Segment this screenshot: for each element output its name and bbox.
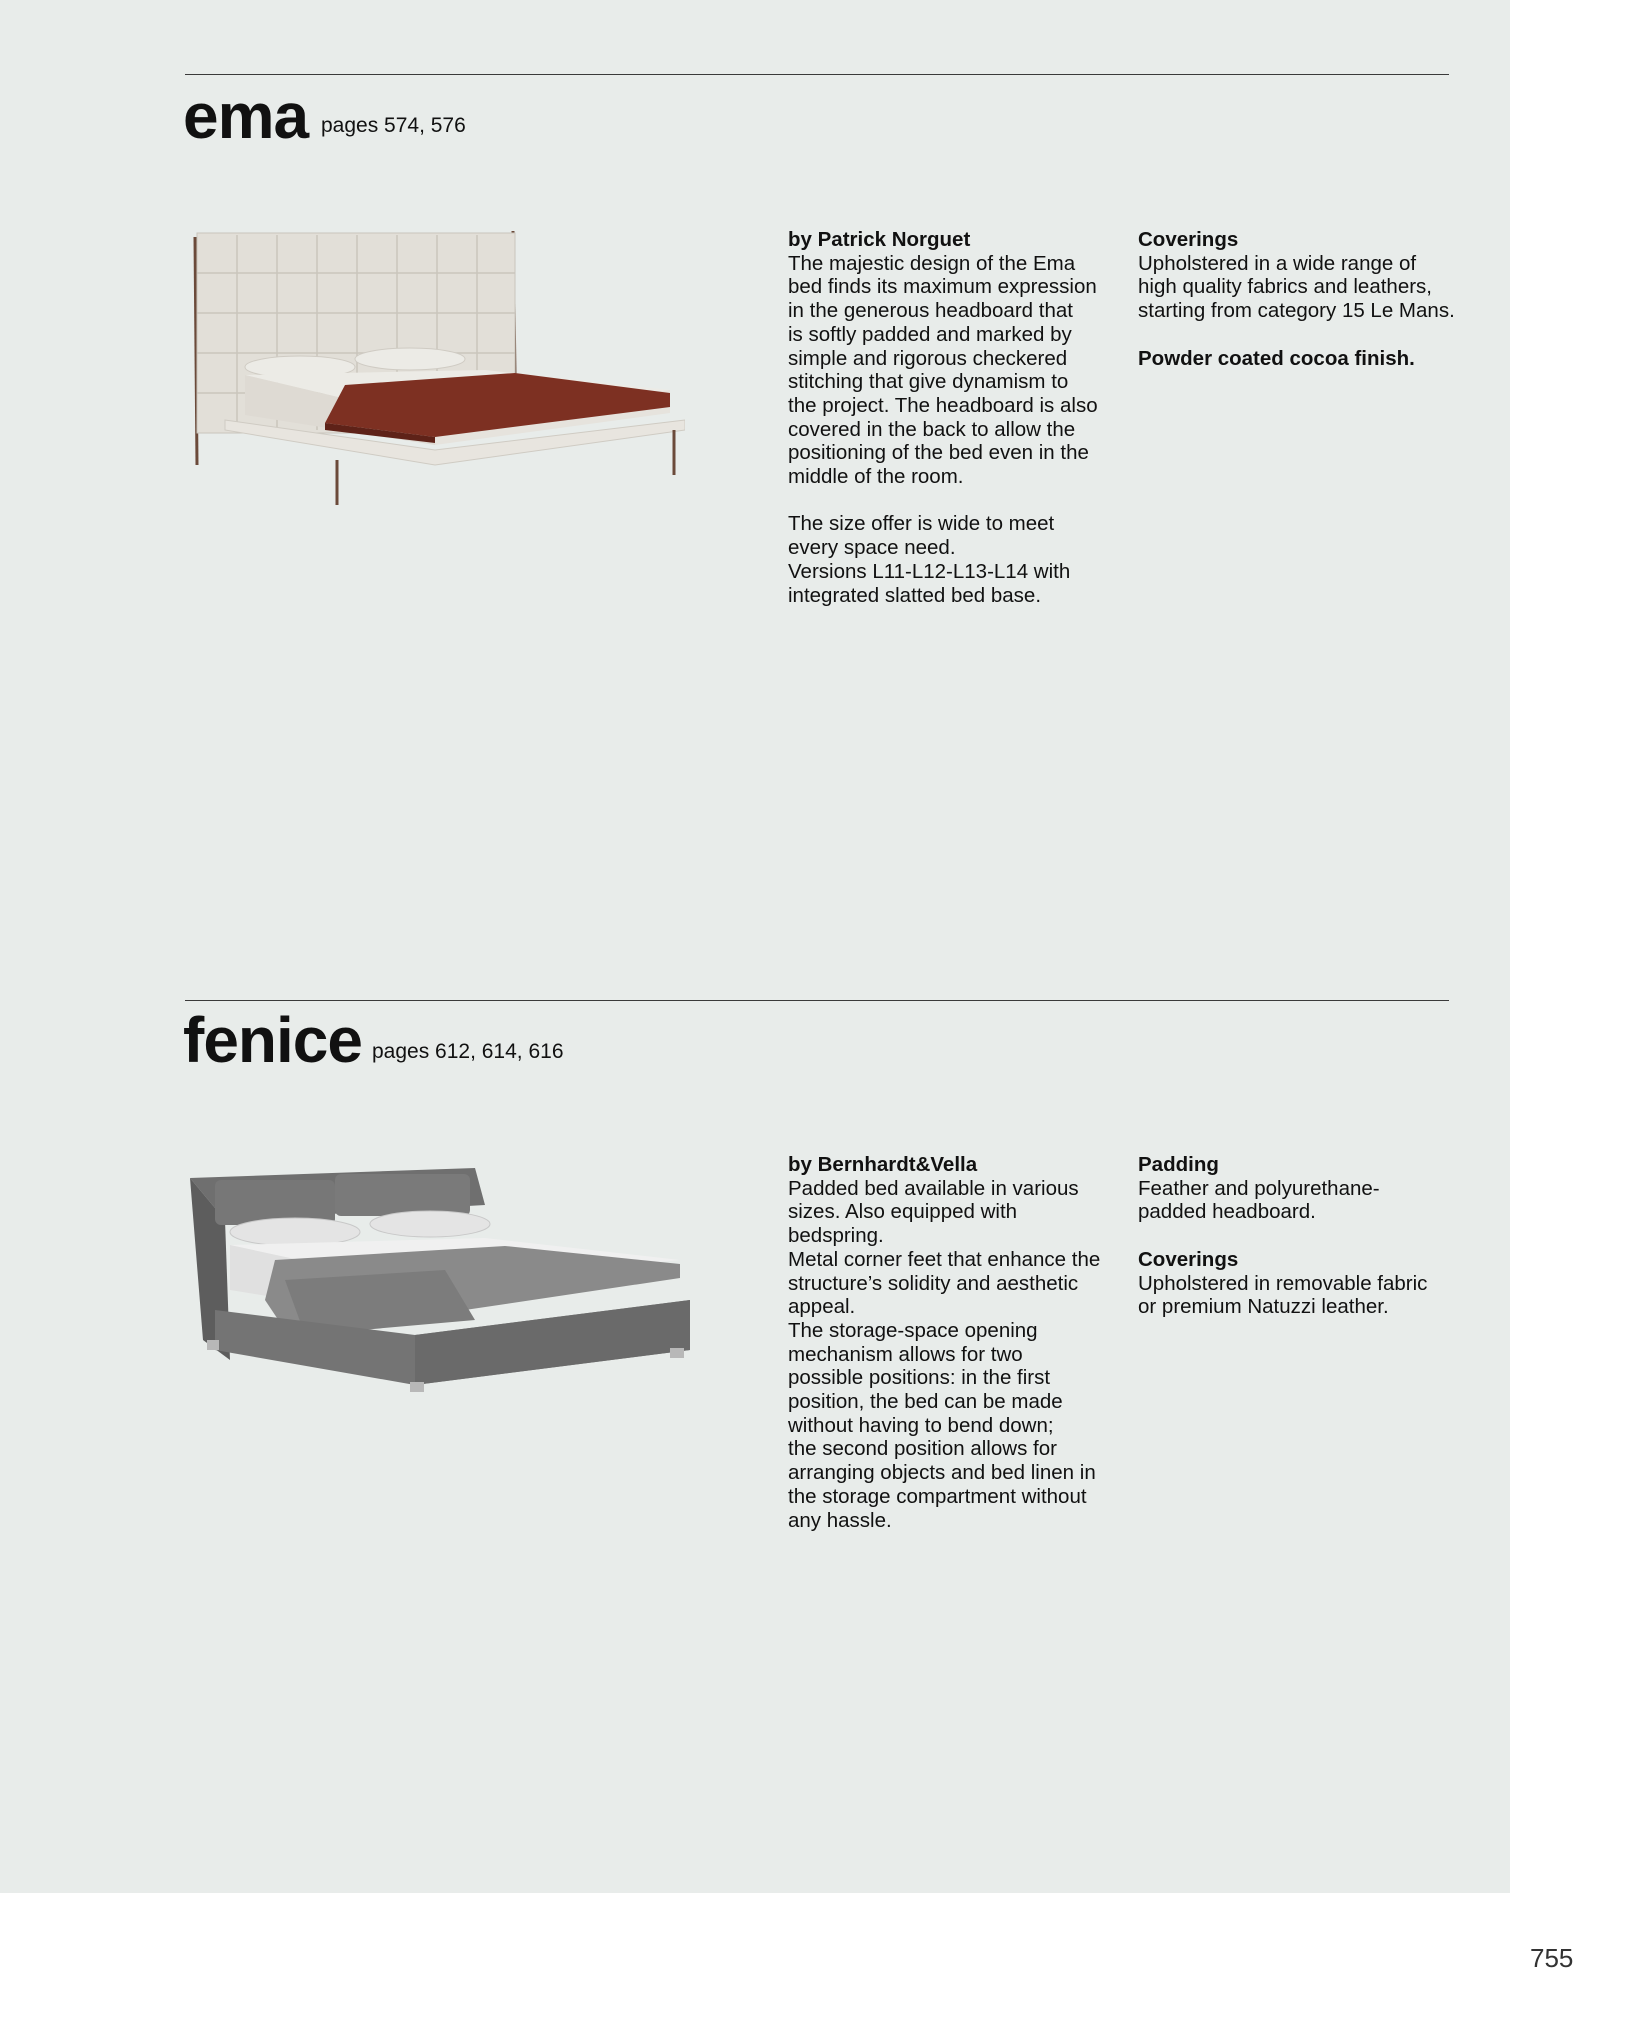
description-line: possible positions: in the first [788, 1366, 1051, 1390]
coverings-line: Upholstered in a wide range of [1138, 251, 1417, 275]
page-number: 755 [1530, 1943, 1574, 1973]
description-column [788, 1153, 1108, 1532]
description-line: covered in the back to allow the [788, 417, 1076, 441]
description-line: appeal. [788, 1295, 856, 1319]
description-line: mechanism allows for two [788, 1342, 1023, 1366]
padding-line: Feather and polyurethane- [1138, 1176, 1380, 1200]
padding-line: padded headboard. [1138, 1200, 1316, 1224]
description-line: structure’s solidity and aesthetic [788, 1271, 1079, 1295]
description-line: is softly padded and marked by [788, 322, 1072, 346]
description-line: Metal corner feet that enhance the [788, 1247, 1101, 1271]
coverings-heading: Coverings [1138, 228, 1239, 251]
specs-column [1138, 1153, 1458, 1319]
padding-heading: Padding [1138, 1153, 1219, 1176]
description-line: without having to bend down; [788, 1413, 1054, 1437]
designer-credit: by Bernhardt&Vella [788, 1153, 978, 1176]
product-title: fenice [183, 1004, 362, 1076]
description-line: arranging objects and bed linen in [788, 1461, 1096, 1485]
description-line: sizes. Also equipped with [788, 1200, 1018, 1224]
description-line: the second position allows for [788, 1437, 1057, 1461]
coverings-line: high quality fabrics and leathers, [1138, 275, 1433, 299]
page-references: pages 612, 614, 616 [372, 1040, 564, 1063]
description-line: any hassle. [788, 1508, 892, 1532]
description-line: Versions L11-L12-L13-L14 with [788, 559, 1071, 583]
description-line: stitching that give dynamism to [788, 370, 1069, 394]
description-line: The size offer is wide to meet [788, 512, 1055, 536]
description-line: integrated slatted bed base. [788, 583, 1042, 607]
page-references: pages 574, 576 [321, 114, 466, 137]
finish-note: Powder coated cocoa finish. [1138, 346, 1415, 370]
description-line: position, the bed can be made [788, 1390, 1063, 1414]
coverings-line: or premium Natuzzi leather. [1138, 1295, 1389, 1319]
description-line: Padded bed available in various [788, 1176, 1079, 1200]
coverings-line: Upholstered in removable fabric [1138, 1271, 1428, 1295]
description-line: middle of the room. [788, 465, 964, 489]
description-line: simple and rigorous checkered [788, 346, 1068, 370]
description-line: The storage-space opening [788, 1318, 1038, 1342]
description-line: the storage compartment without [788, 1484, 1087, 1508]
coverings-heading: Coverings [1138, 1247, 1239, 1271]
description-line: positioning of the bed even in the [788, 441, 1089, 465]
description-line: in the generous headboard that [788, 299, 1073, 323]
description-line: The majestic design of the Ema [788, 251, 1076, 275]
section-divider [185, 1000, 1449, 1001]
product-title: ema [183, 80, 309, 152]
ema-bed-image [185, 225, 685, 525]
description-line: every space need. [788, 536, 956, 560]
fenice-bed-image [185, 1160, 695, 1405]
description-line: bedspring. [788, 1224, 884, 1248]
description-line: bed finds its maximum expression [788, 275, 1097, 299]
specs-column [1138, 228, 1458, 370]
description-column [788, 228, 1108, 607]
designer-credit: by Patrick Norguet [788, 228, 971, 251]
coverings-line: starting from category 15 Le Mans. [1138, 299, 1455, 323]
description-line: the project. The headboard is also [788, 393, 1098, 417]
section-divider [185, 74, 1449, 75]
